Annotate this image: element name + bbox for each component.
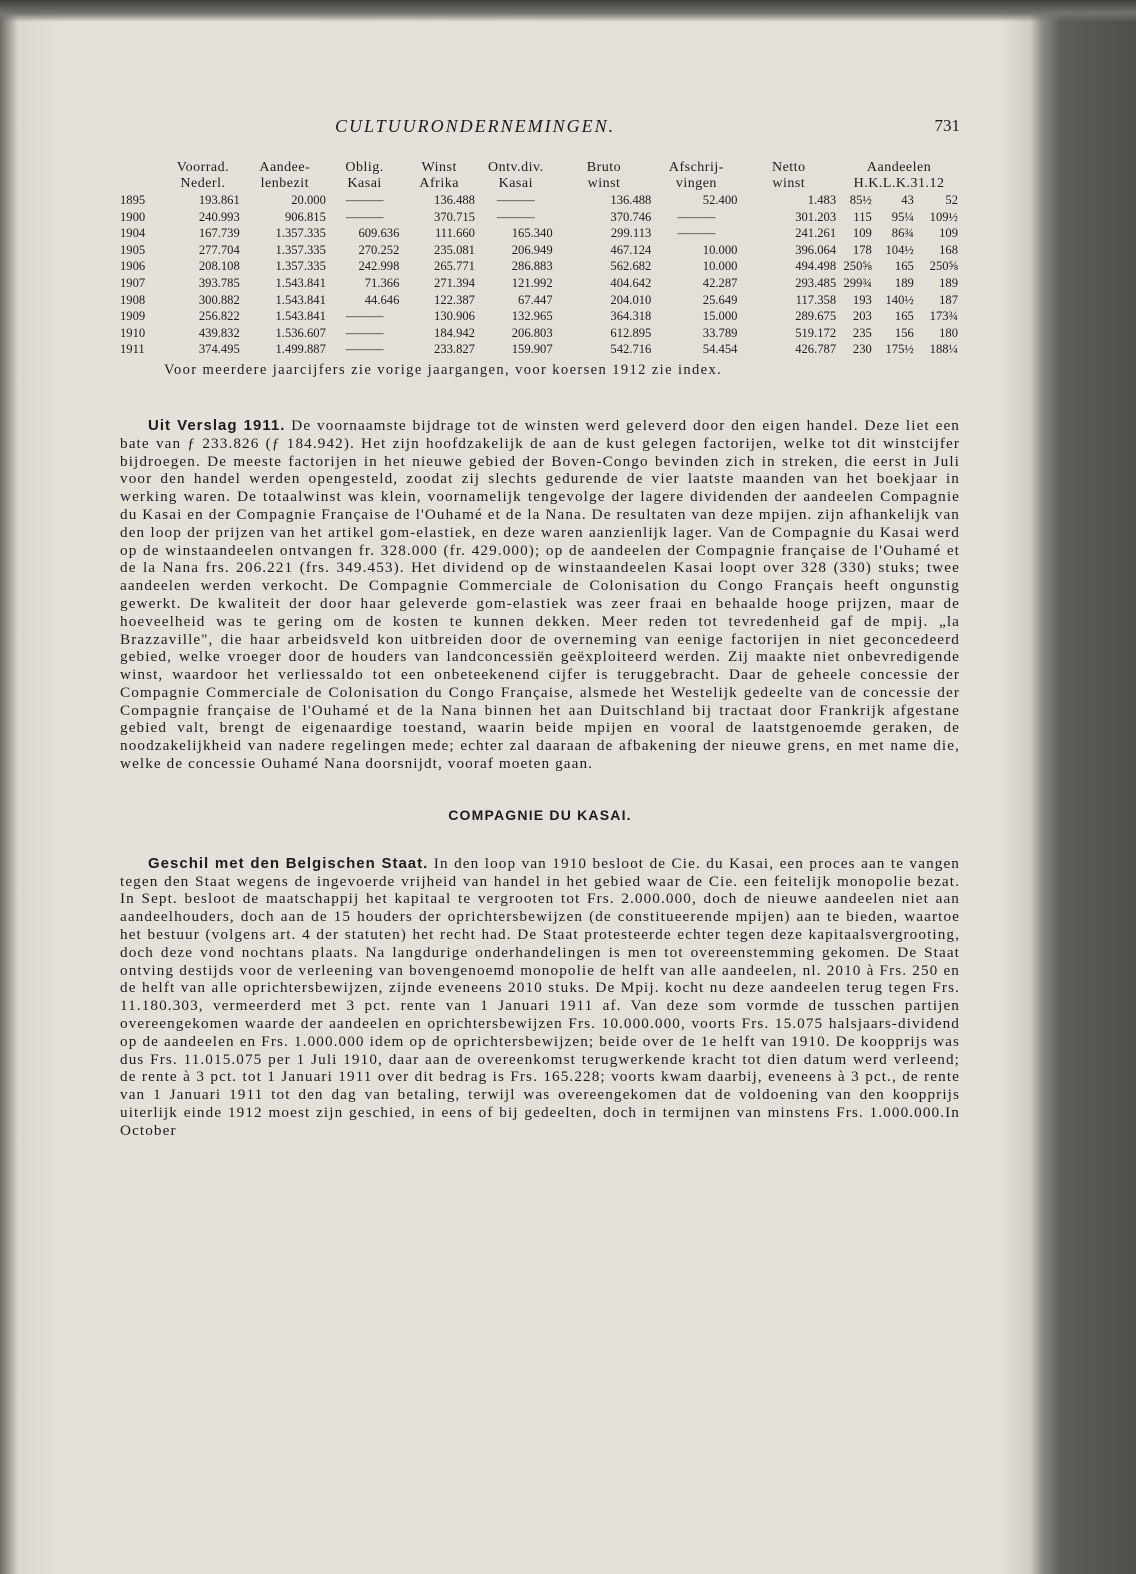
paragraph-geschil [120,855,960,1140]
page-number: 731 [934,116,960,135]
table-row [120,242,960,259]
table-cell: 175½ [885,342,914,357]
financial-table [120,160,960,358]
column-header: winst [587,176,621,191]
year-cell: 1909 [120,309,146,324]
year-cell: 1904 [120,226,146,241]
table-cell: ——— [345,309,384,324]
column-header: Aandeelen [866,160,932,175]
table-cell: 270.252 [358,242,400,257]
paragraph-lead: Geschil met den Belgischen Staat. [148,854,429,872]
table-cell: 193.861 [198,193,240,207]
table-cell: 370.715 [434,209,475,224]
table-cell: 1.357.335 [275,242,326,257]
table-cell: 187 [939,292,958,307]
table-cell: 208.108 [198,259,240,274]
table-cell: 15.000 [702,309,738,324]
table-row [120,325,960,342]
table-cell: 299.113 [610,226,652,241]
table-cell: 300.882 [198,292,240,307]
table-cell: 396.064 [795,242,837,257]
table-cell: 109½ [929,209,958,224]
table-cell: 67.447 [518,292,553,307]
table-cell: 542.716 [610,342,652,357]
table-cell: 132.965 [511,309,553,324]
column-header: Aandee- [259,160,311,175]
table-cell: 250⅝ [929,259,958,274]
table-cell: 467.124 [610,242,652,257]
table-body [120,192,960,358]
table-cell: 178 [852,242,872,257]
table-row [120,225,960,242]
column-header: Netto [771,160,806,175]
table-cell: 1.543.841 [275,309,326,324]
table-row [120,192,960,209]
table-cell: 136.488 [610,193,652,207]
table-cell: ——— [345,209,384,224]
table-cell: 265.771 [434,259,475,274]
table-cell: 404.642 [610,275,652,290]
table-cell: 168 [939,242,958,257]
table-cell: 271.394 [434,275,475,290]
table-cell: 136.488 [434,193,475,207]
year-cell: 1910 [120,325,146,340]
table-cell: 85½ [849,193,872,207]
table-row [120,341,960,358]
column-header: vingen [675,176,717,191]
table-cell: ——— [345,193,384,207]
column-header: Nederl. [180,176,226,191]
column-header: Voorrad. [176,160,230,175]
running-title: CULTUURONDERNEMINGEN. [335,116,616,136]
year-cell: 1900 [120,209,146,224]
table-cell: 519.172 [795,325,837,340]
table-cell: 44.646 [364,292,400,307]
table-cell: 130.906 [434,309,475,324]
table-cell: 115 [853,209,872,224]
paragraph-text: De voornaamste bijdrage tot de winsten werd geleverd door den eigen handel. Deze liet een bate van ƒ 233.826 (ƒ 184.942). Het zijn hoofdzakelijk de aan de kust gelegen factorijen, welke tot dit winstcijfer bijdroegen. De meeste factorijen in het nieuwe gebied der Boven-Congo bevinden zich in streken, die eerst in Juli voor den handel werden opengesteld, zoodat zij slechts gedurende de vier laatste maanden van het boekjaar in werking waren. De totaalwinst was klein, voornamelijk tengevolge der lagere dividenden der aandeelen Compagnie du Kasai en der Compagnie Française de l'Ouhamé et de la Nana. De resultaten van deze mpijen. zijn afhankelijk van den loop der prijzen van het artikel gom-elastiek, en deze waren aanzienlijk lager. Van de Compagnie du Kasai werd op de winstaandeelen ontvangen fr. 328.000 (fr. 429.000); op de aandeelen der Compagnie française de l'Ouhamé et de la Nana frs. 206.221 (frs. 349.453). Het dividend op de winstaandeelen Kasai loopt over 328 (330) stuks; twee aandeelen werden verkocht. De Compagnie Commerciale de Colonisation du Congo Français heeft ongunstig gewerkt. De kwaliteit der door haar geleverde gom-elastiek was zeer fraai en behaalde hooge prijzen, maar de hoeveelheid was te gering om de kosten te kunnen dekken. Meer reden tot tevredenheid gaf de mpij. „la Brazzaville", die haar arbeidsveld kon uitbreiden door de overneming van eenige factorijen in niet geconcedeerd gebied, welke vroeger door de houders van landconcessiën geëxploiteerd werden. Zij maakte niet onbevredigende winst, waardoor het verliessaldo tot een onbeteekenend cijfer is teruggebracht. Daar de geheele concessie der Compagnie Commerciale de Colonisation du Congo Française, alsmede het Westelijk gedeelte van de concessie der Compagnie française de l'Ouhamé et de la Nana binnen het aan Duitschland bij tractaat door Frankrijk afgestane gebied valt, brengt de eigenaardige toestand, waarin beide mpijen en vooral de laatstgenoemde geraken, de noodzakelijkheid van nadere regelingen mede; echter zal daaraan de afbakening der nieuwe grens, en met name die, welke de concessie Ouhamé Nana doorsnijdt, vooraf moeten gaan. [120,416,960,773]
table-cell: 140½ [885,292,914,307]
table-cell: 235.081 [434,242,475,257]
table-cell: 189 [939,275,958,290]
table-cell: 10.000 [702,259,738,274]
table-cell: 165 [894,309,914,324]
table-cell: 204.010 [610,292,652,307]
column-header [120,176,164,192]
table-cell: 165.340 [511,226,553,241]
table-cell: 104½ [885,242,914,257]
table-row [120,308,960,325]
table-cell: 20.000 [291,193,326,207]
table-cell: 206.949 [511,242,553,257]
table-cell: 393.785 [198,275,240,290]
table-cell: ——— [496,209,535,224]
table-cell: 43 [901,193,914,207]
table-header-row [120,160,960,176]
scan-edge [0,0,1136,22]
column-header: Afrika [419,176,459,191]
table-cell: 203 [852,309,872,324]
column-header: Winst [421,160,457,175]
table-cell: ——— [496,193,535,207]
table-cell: 33.789 [702,325,738,340]
table-cell: 173¾ [929,309,958,324]
year-cell: 1895 [120,193,146,207]
table-cell: 1.543.841 [275,275,326,290]
table-cell: 180 [939,325,958,340]
column-header: Bruto [586,160,622,175]
column-header: Afschrij- [668,160,724,175]
column-header: Oblig. [345,160,384,175]
table-cell: 235 [852,325,872,340]
table-cell: ——— [345,325,384,340]
table-cell: 10.000 [702,242,738,257]
table-cell: 494.498 [795,259,837,274]
year-cell: 1906 [120,259,146,274]
table-cell: 86¾ [891,226,914,241]
column-header [120,160,164,176]
table-cell: 374.495 [198,342,240,357]
table-cell: 111.660 [434,226,475,241]
table-cell: 256.822 [198,309,240,324]
column-header: Kasai [347,176,382,191]
table-cell: 109 [852,226,872,241]
table-cell: 25.649 [702,292,738,307]
table-cell: 1.536.607 [275,325,326,340]
table-cell: ——— [677,226,716,241]
table-cell: ——— [677,209,716,224]
table-cell: 609.636 [358,226,400,241]
column-header: Kasai [498,176,533,191]
table-cell: 293.485 [795,275,837,290]
paragraph-uit-verslag [120,417,960,773]
table-cell: 52.400 [702,193,738,207]
table-cell: 364.318 [610,309,652,324]
table-cell: 95¼ [891,209,914,224]
table-cell: 242.998 [358,259,400,274]
paragraph-lead: Uit Verslag 1911. [148,416,286,434]
section-heading: COMPAGNIE DU KASAI. [448,806,632,823]
table-cell: 1.357.335 [275,226,326,241]
table-cell: 117.358 [795,292,837,307]
table-cell: 184.942 [434,325,475,340]
table-cell: 159.907 [511,342,553,357]
table-cell: 426.787 [795,342,837,357]
table-cell: 189 [894,275,914,290]
table-header [120,160,960,192]
table-cell: 54.454 [702,342,738,357]
table-cell: 1.499.887 [275,342,326,357]
table-cell: 562.682 [610,259,652,274]
table-cell: 370.746 [610,209,652,224]
table-cell: 122.387 [434,292,475,307]
year-cell: 1908 [120,292,146,307]
table-cell: 612.895 [610,325,652,340]
table-cell: 230 [852,342,872,357]
table-cell: 52 [945,193,958,207]
year-cell: 1911 [120,342,145,357]
table-row [120,275,960,292]
table-footnote: Voor meerdere jaarcijfers zie vorige jaargangen, voor koersen 1912 zie index. [164,361,723,378]
table-header-row [120,176,960,192]
table-cell: 299¾ [843,275,872,290]
table-cell: 439.832 [198,325,240,340]
column-header: Ontv.div. [488,160,544,175]
table-cell: 289.675 [795,309,837,324]
paragraph-text: In den loop van 1910 besloot de Cie. du Kasai, een proces aan te vangen tegen den Staat wegens de ingevoerde vrijheid van handel in het gebied waar de Cie. een feitelijk monopolie bezat. In Sept. besloot de maatschappij het kapitaal te vergrooten tot Frs. 2.000.000, doch de nieuwe aandeelen niet aan aandeelhouders, doch aan de 15 houders der oprichtersbewijzen (de constitueerende mpijen) aan te bieden, waartoe het bestuur (volgens art. 4 der statuten) het recht had. De Staat protesteerde echter tegen deze kapitaalsvergrooting, doch deze vond nochtans plaats. Na langdurige onderhandelingen is men tot overeenstemming gekomen. De Staat ontving destijds voor de verleening van bovengenoemd monopolie de helft van alle aandeelen, nl. 2010 à Frs. 250 en de helft van alle oprichtersbewijzen, zijnde eveneens 2010 stuks. De Mpij. kocht nu deze aandeelen terug tegen Frs. 11.180.303, vermeerderd met 3 pct. rente van 1 Januari 1911 af. Van deze som vormde de tusschen partijen overeengekomen waarde der aandeelen en oprichtersbewijzen Frs. 10.000.000, voorts Frs. 15.075 halsjaars-dividend op de aandeelen en Frs. 1.000.000 idem op de oprichtersbewijzen; beide over de 1e helft van 1910. De koopprijs was dus Frs. 11.015.075 per 1 Juli 1910, daar aan de overeenkomst terugwerkende kracht tot dien datum werd verleend; de rente à 3 pct. tot 1 Januari 1911 over dit bedrag is Frs. 165.228; voorts kwam daarbij, eveneens à 3 pct., de rente van 1 Januari 1911 tot den dag van betaling, terwijl was overeengekomen dat de voldoening van den koopprijs uiterlijk einde 1912 moest zijn geschied, in eens of bij gedeelten, doch in termijnen van minstens Frs. 1.000.000.In October [120,854,961,1139]
table-cell: 250⅝ [843,259,872,274]
year-cell: 1905 [120,242,146,257]
table-cell: 42.287 [702,275,738,290]
table-cell: 240.993 [198,209,240,224]
table-cell: 109 [939,226,958,241]
table-cell: 233.827 [434,342,475,357]
column-header: lenbezit [260,176,309,191]
table-cell: 906.815 [284,209,326,224]
table-cell: 167.739 [198,226,240,241]
book-page [120,110,960,1155]
table-cell: 156 [894,325,914,340]
table-cell: 165 [894,259,914,274]
table-row [120,209,960,226]
column-header: H.K.L.K.31.12 [853,176,945,191]
table-cell: 277.704 [198,242,240,257]
table-cell: 193 [852,292,872,307]
table-cell: 241.261 [795,226,837,241]
table-cell: 1.483 [807,193,837,207]
table-cell: 1.357.335 [275,259,326,274]
column-header: winst [772,176,806,191]
year-cell: 1907 [120,275,146,290]
table-cell: 188¼ [929,342,958,357]
table-cell: 286.883 [511,259,553,274]
table-cell: ——— [345,342,384,357]
table-cell: 206.803 [511,325,553,340]
table-cell: 301.203 [795,209,837,224]
table-row [120,292,960,309]
table-cell: 121.992 [511,275,553,290]
table-row [120,258,960,275]
running-header [120,110,960,140]
table-cell: 1.543.841 [275,292,326,307]
table-cell: 71.366 [364,275,400,290]
